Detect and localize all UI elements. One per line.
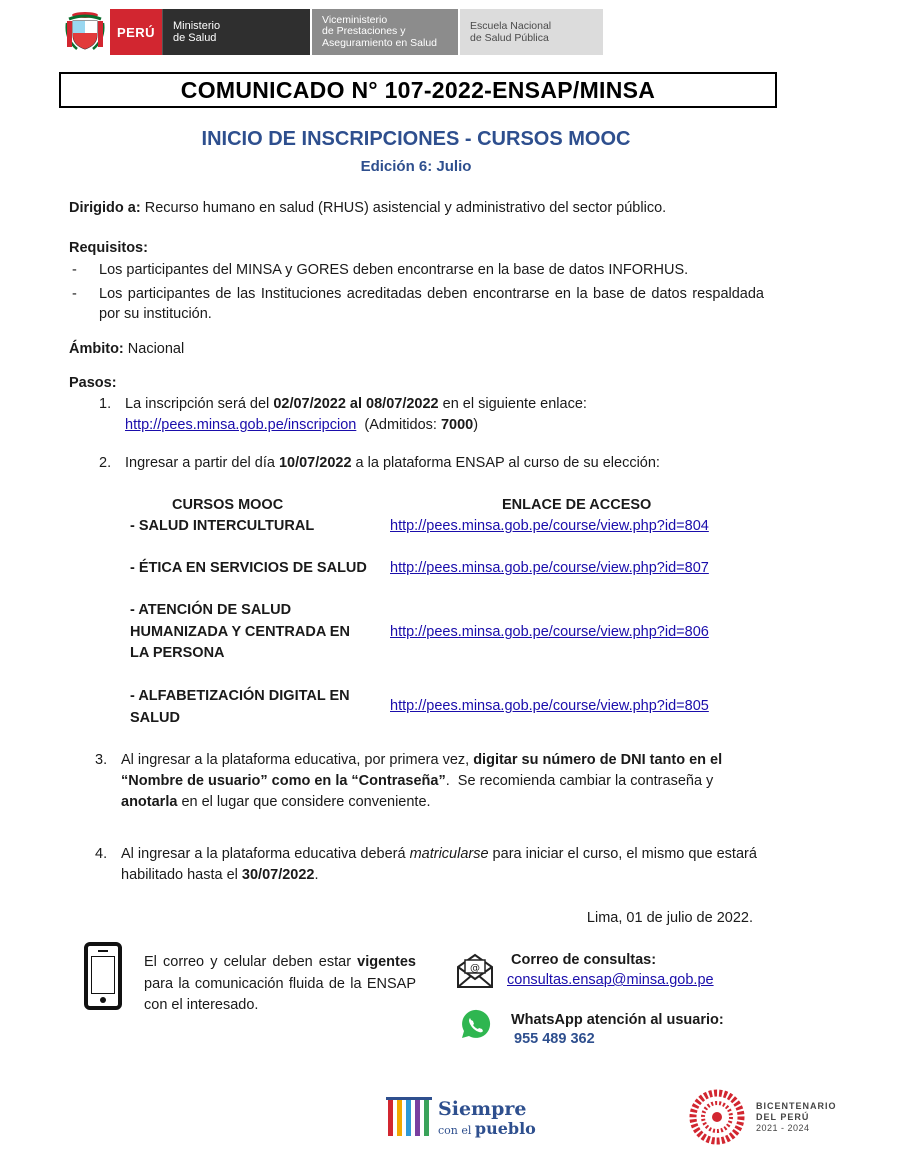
whatsapp-icon [458, 1008, 492, 1042]
step-1: 1. La inscripción será del 02/07/2022 al 08/07/2022 en el siguiente enlace: http://pees.minsa.gob.pe/inscripcion (Admitidos: 7000) [99, 396, 587, 433]
contact-note: El correo y celular deben estar vigentes para la comunicación fluida de la ENSAP con el interesado. [144, 954, 416, 1013]
course-name: - ÉTICA EN SERVICIOS DE SALUD [130, 560, 367, 576]
mail-icon [455, 952, 495, 990]
siempre-logo: Siempre con el pueblo [386, 1094, 536, 1142]
course-name: - ALFABETIZACIÓN DIGITAL EN SALUD [130, 688, 350, 726]
requisitos-heading: Requisitos: [69, 240, 148, 256]
whatsapp-label: WhatsApp atención al usuario: [511, 1012, 724, 1028]
list-item: - Los participantes del MINSA y GORES deben encontrarse en la base de datos INFORHUS. [72, 262, 689, 278]
course-link[interactable]: http://pees.minsa.gob.pe/course/view.php?id=806 [390, 624, 709, 640]
step-2: 2. Ingresar a partir del día 10/07/2022 a la plataforma ENSAP al curso de su elección: [99, 455, 660, 471]
siempre-logo-icon [386, 1094, 434, 1142]
table-header-links: ENLACE DE ACCESO [502, 497, 652, 513]
course-name: - ATENCIÓN DE SALUD HUMANIZADA Y CENTRADA EN LA PERSONA [130, 602, 350, 661]
course-link[interactable]: http://pees.minsa.gob.pe/course/view.php?id=804 [390, 518, 709, 534]
comunicado-title: COMUNICADO N° 107-2022-ENSAP/MINSA [59, 72, 777, 108]
course-name: - SALUD INTERCULTURAL [130, 518, 315, 534]
peru-label: PERÚ [110, 9, 162, 55]
step-4: 4. Al ingresar a la plataforma educativa deberá matricularse para iniciar el curso, el mismo que estará habilitado hasta el 30/07/2022. [95, 846, 757, 883]
whatsapp-number: 955 489 362 [514, 1031, 595, 1047]
dirigido-paragraph: Dirigido a: Recurso humano en salud (RHUS) asistencial y administrativo del sector público. [69, 200, 667, 216]
page-subtitle: Edición 6: Julio [360, 158, 472, 175]
ministerio-label: Ministerio de Salud [162, 9, 310, 55]
coat-of-arms-icon [64, 9, 106, 55]
viceministerio-label: Viceministerio de Prestaciones y Aseguramiento en Salud [312, 9, 458, 55]
bicentenario-logo-icon [688, 1088, 746, 1146]
document-date: Lima, 01 de julio de 2022. [586, 910, 753, 926]
pasos-heading: Pasos: [69, 375, 117, 391]
phone-icon [84, 942, 122, 1010]
page-title: INICIO DE INSCRIPCIONES - CURSOS MOOC [201, 128, 631, 150]
bicentenario-logo: BICENTENARIO DEL PERÚ 2021 - 2024 [688, 1088, 837, 1146]
email-label: Correo de consultas: [511, 952, 657, 968]
escuela-label: Escuela Nacional de Salud Pública [460, 9, 603, 55]
ambito-paragraph: Ámbito: Nacional [69, 341, 185, 357]
email-link[interactable]: consultas.ensap@minsa.gob.pe [507, 972, 714, 988]
step-3: 3. Al ingresar a la plataforma educativa, por primera vez, digitar su número de DNI tanto en el “Nombre de usuario” como en la “Contraseña”. Se recomienda cambiar la contraseña y anotarla en el lugar que considere conveniente. [95, 752, 723, 810]
course-link[interactable]: http://pees.minsa.gob.pe/course/view.php?id=807 [390, 560, 709, 576]
table-header-courses: CURSOS MOOC [172, 497, 284, 513]
header-logos [64, 9, 603, 55]
list-item: - Los participantes de las Instituciones acreditadas deben encontrarse en la base de datos respaldada por su institución. [72, 286, 764, 322]
svg-text:@: @ [470, 963, 480, 974]
course-link[interactable]: http://pees.minsa.gob.pe/course/view.php?id=805 [390, 698, 709, 714]
inscripcion-link[interactable]: http://pees.minsa.gob.pe/inscripcion [125, 417, 357, 433]
